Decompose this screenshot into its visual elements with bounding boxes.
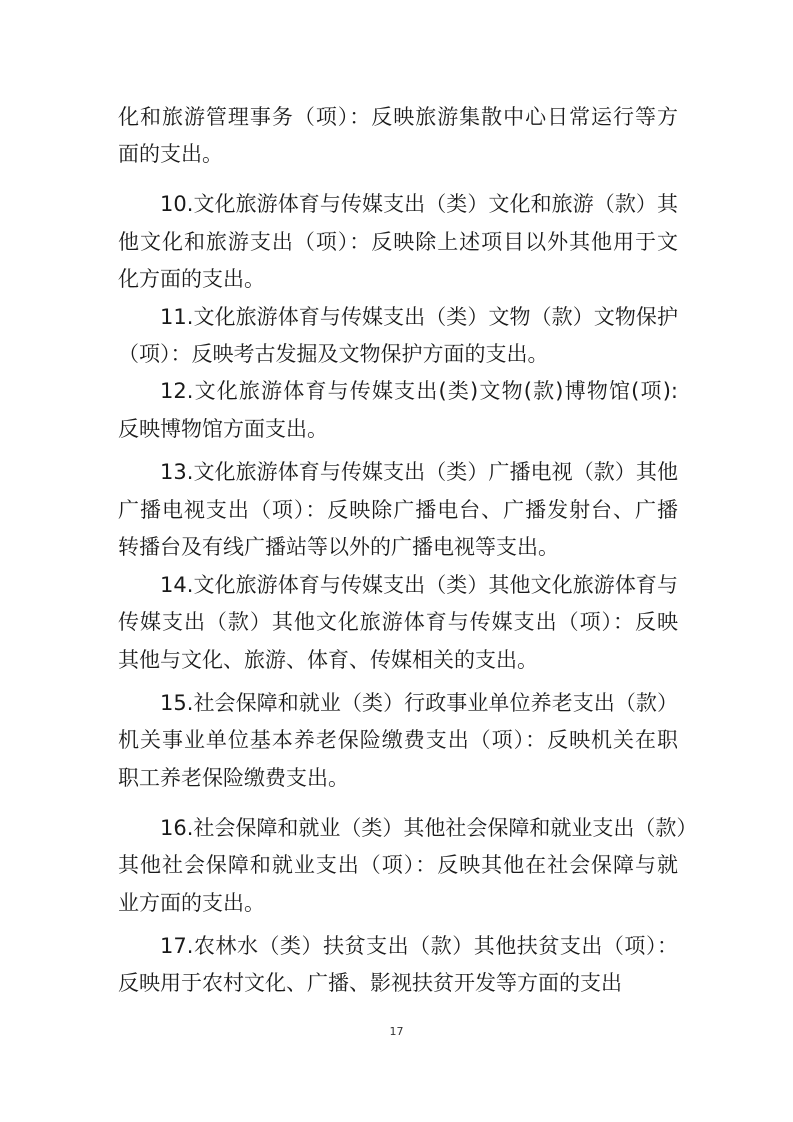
page-number: 17 <box>389 1025 404 1038</box>
text-line: 广播电视支出（项）：反映除广播电台、广播发射台、广播 <box>118 498 678 522</box>
text-line: 职工养老保险缴费支出。 <box>118 766 349 790</box>
paragraph-heading-line: 11.文化旅游体育与传媒支出（类）文物（款）文物保护 <box>160 305 678 329</box>
text-line: 其他与文化、旅游、体育、传媒相关的支出。 <box>118 648 538 672</box>
text-line: 机关事业单位基本养老保险缴费支出（项）：反映机关在职 <box>118 728 678 752</box>
paragraph-heading-line: 14.文化旅游体育与传媒支出（类）其他文化旅游体育与 <box>160 573 678 597</box>
text-line: 反映用于农村文化、广播、影视扶贫开发等方面的支出 <box>118 971 622 995</box>
paragraph-heading-line: 17.农林水（类）扶贫支出（款）其他扶贫支出（项）： <box>160 934 678 958</box>
paragraph-heading-line: 12.文化旅游体育与传媒支出(类)文物(款)博物馆(项): <box>160 379 678 403</box>
text-line: 化方面的支出。 <box>118 267 265 291</box>
text-line: 面的支出。 <box>118 142 223 166</box>
text-line: 转播台及有线广播站等以外的广播电视等支出。 <box>118 535 559 559</box>
paragraph-heading-line: 15.社会保障和就业（类）行政事业单位养老支出（款） <box>160 691 678 715</box>
text-line: 其他社会保障和就业支出（项）：反映其他在社会保障与就 <box>118 853 678 877</box>
text-line: 反映博物馆方面支出。 <box>118 417 328 441</box>
text-line: 他文化和旅游支出（项）：反映除上述项目以外其他用于文 <box>118 230 678 254</box>
paragraph-heading-line: 10.文化旅游体育与传媒支出（类）文化和旅游（款）其 <box>160 192 678 216</box>
text-line: （项）：反映考古发掘及文物保护方面的支出。 <box>118 342 549 366</box>
paragraph-heading-line: 16.社会保障和就业（类）其他社会保障和就业支出（款） <box>160 816 698 840</box>
text-line: 业方面的支出。 <box>118 891 265 915</box>
text-line: 传媒支出（款）其他文化旅游体育与传媒支出（项）：反映 <box>118 610 678 634</box>
text-line: 化和旅游管理事务（项）：反映旅游集散中心日常运行等方 <box>118 105 678 129</box>
paragraph-heading-line: 13.文化旅游体育与传媒支出（类）广播电视（款）其他 <box>160 460 678 484</box>
